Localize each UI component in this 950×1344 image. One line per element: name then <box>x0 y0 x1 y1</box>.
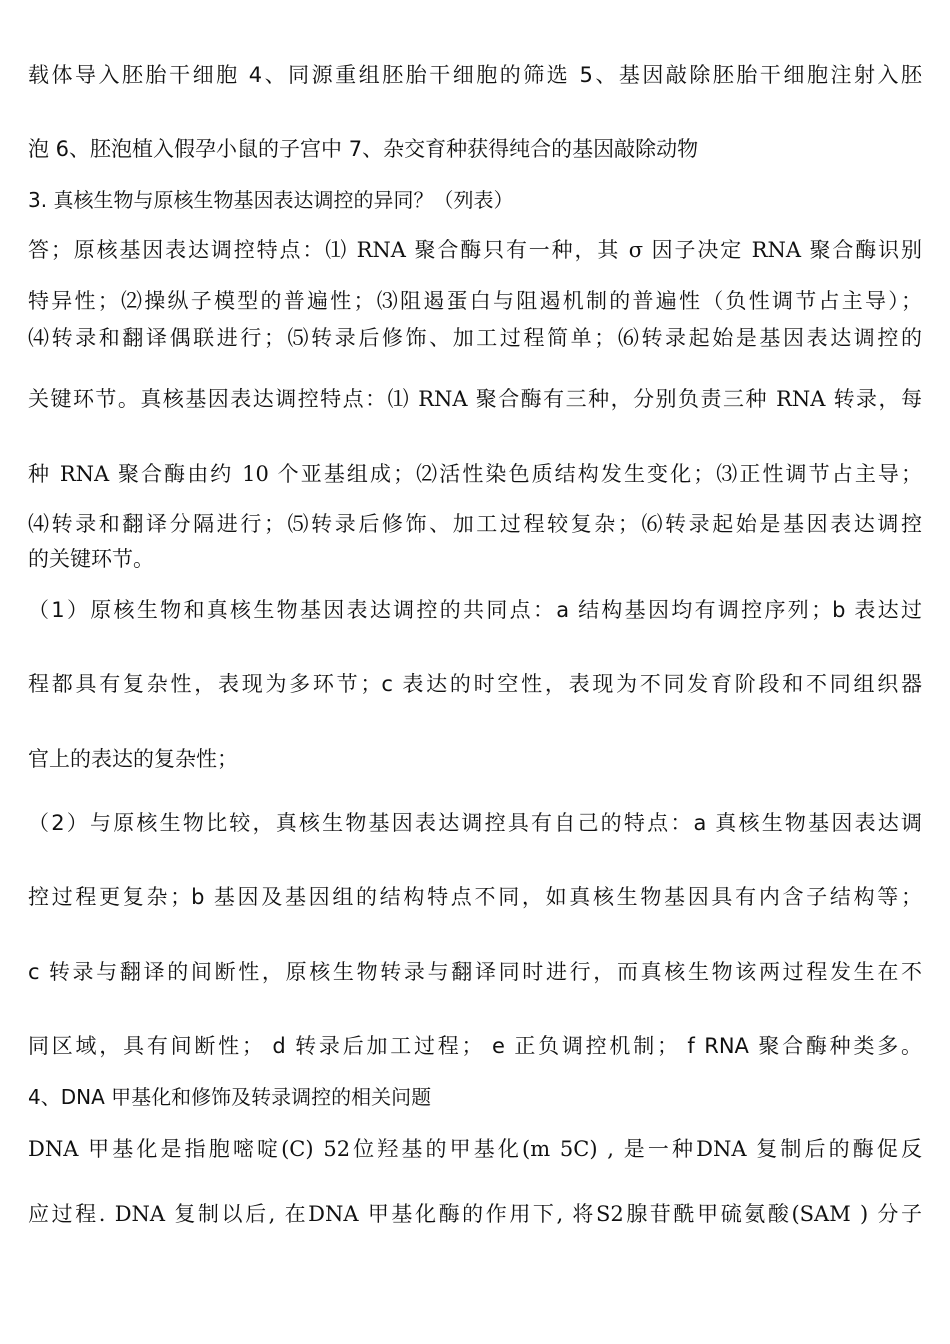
text-line: 官上的表达的复杂性； <box>28 747 238 771</box>
text-line: 载体导入胚胎干细胞 4、同源重组胚胎干细胞的筛选 5、基因敲除胚胎干细胞注射入胚 <box>28 63 922 87</box>
text-line: 的关键环节。 <box>28 547 154 571</box>
text-line: 程都具有复杂性，表现为多环节；c 表达的时空性，表现为不同发育阶段和不同组织器 <box>28 672 922 696</box>
text-line: 泡 6、胚泡植入假孕小鼠的子宫中 7、杂交育种获得纯合的基因敲除动物 <box>28 137 699 161</box>
text-line: 同区域，具有间断性； d 转录后加工过程； e 正负调控机制； f RNA 聚合酶种类多。 <box>28 1034 922 1058</box>
text-line: 关键环节。真核基因表达调控特点：⑴ RNA 聚合酶有三种，分别负责三种 RNA 转录，每 <box>28 387 922 411</box>
text-line: 特异性；⑵操纵子模型的普遍性；⑶阻遏蛋白与阻遏机制的普遍性（负性调节占主导）； <box>28 289 922 313</box>
text-line: ⑷转录和翻译偶联进行；⑸转录后修饰、加工过程简单；⑹转录起始是基因表达调控的 <box>28 326 922 350</box>
text-line: ⑷转录和翻译分隔进行；⑸转录后修饰、加工过程较复杂；⑹转录起始是基因表达调控 <box>28 512 922 536</box>
text-line: DNA 甲基化是指胞嘧啶(C) 52位羟基的甲基化(m 5C) , 是一种DNA 复制后的酶促反 <box>28 1137 922 1161</box>
text-line: 答；原核基因表达调控特点：⑴ RNA 聚合酶只有一种，其 σ 因子决定 RNA 聚合酶识别 <box>28 238 922 262</box>
text-line: 控过程更复杂；b 基因及基因组的结构特点不同，如真核生物基因具有内含子结构等； <box>28 885 922 909</box>
text-line: 种 RNA 聚合酶由约 10 个亚基组成；⑵活性染色质结构发生变化；⑶正性调节占主导； <box>28 462 922 486</box>
text-line: c 转录与翻译的间断性，原核生物转录与翻译同时进行，而真核生物该两过程发生在不 <box>28 960 922 984</box>
text-line: 应过程. DNA 复制以后, 在DNA 甲基化酶的作用下, 将S2腺苷酰甲硫氨酸(SAM ) 分子 <box>28 1202 922 1226</box>
text-line: （1）原核生物和真核生物基因表达调控的共同点：a 结构基因均有调控序列；b 表达过 <box>28 598 922 622</box>
section-heading: 3. 真核生物与原核生物基因表达调控的异同？（列表） <box>28 188 514 212</box>
section-heading: 4、DNA 甲基化和修饰及转录调控的相关问题 <box>28 1085 432 1109</box>
text-line: （2）与原核生物比较，真核生物基因表达调控具有自己的特点：a 真核生物基因表达调 <box>28 811 922 835</box>
